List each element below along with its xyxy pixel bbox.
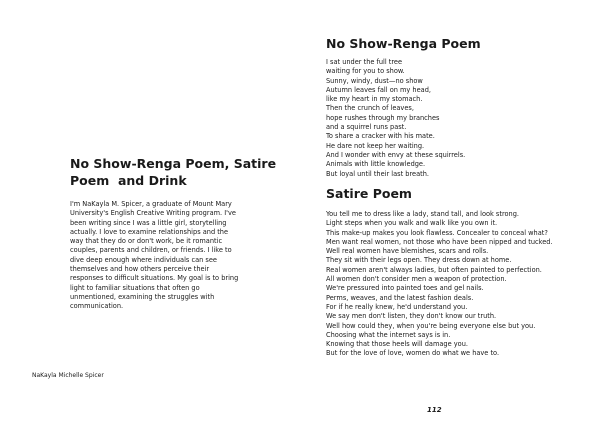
poem-line: We say men don't listen, they don't know our truth. [326, 312, 497, 321]
bio-line: actually. I love to examine relationships and the [70, 227, 229, 236]
poem-line: Autumn leaves fall on my head, [326, 85, 431, 94]
poem-line: They sit with their legs open. They dress down at home. [326, 256, 512, 265]
poem-line: Light steps when you walk and walk like you own it. [326, 219, 498, 228]
poem-line: Then the crunch of leaves, [326, 104, 414, 113]
bio-line: light to familiar situations that often go [70, 283, 200, 292]
poem-line: Sunny, windy, dust—no show [326, 76, 423, 85]
poem-line: and a squirrel runs past. [326, 123, 407, 132]
page-number: 112 [427, 406, 442, 414]
poem-body-satire [326, 210, 566, 359]
poem-line: We're pressured into painted toes and gel nails. [326, 284, 484, 293]
left-page-title [70, 155, 277, 189]
poem-line: I sat under the full tree [326, 58, 403, 66]
bio-line: themselves and how others perceive their [70, 265, 210, 274]
poem-line: You tell me to dress like a lady, stand tall, and look strong. [326, 210, 520, 218]
poem-title-renga: No Show-Renga Poem [326, 36, 481, 51]
poem-line: Well how could they, when you're being everyone else but you. [326, 321, 536, 330]
poem-body-renga [326, 58, 566, 179]
bio-line: been writing since I was a little girl, storytelling [70, 218, 227, 227]
bio-line: couples, parents and children, or friends. I like to [70, 246, 232, 255]
poem-line: Knowing that those heels will damage you. [326, 340, 468, 349]
author-bio [70, 200, 280, 312]
poem-line: For if he really knew, he'd understand you. [326, 302, 468, 311]
poem-line: This make-up makes you look flawless. Concealer to conceal what? [326, 228, 548, 237]
poem-line: Well real women have blemishes, scars and rolls. [326, 247, 489, 256]
poem-line: Choosing what the internet says is in. [326, 330, 451, 339]
poem-line: waiting for you to show. [326, 67, 405, 76]
poem-line: like my heart in my stomach. [326, 95, 423, 104]
poem-line: But for the love of love, women do what we have to. [326, 349, 500, 358]
bio-line: dive deep enough where individuals can see [70, 255, 217, 264]
bio-line: way that they do or don't work, be it romantic [70, 237, 223, 246]
bio-line: unmentioned, examining the struggles with [70, 292, 215, 301]
bio-line: I'm NaKayla M. Spicer, a graduate of Mount Mary [70, 200, 232, 208]
poem-line: And I wonder with envy at these squirrels. [326, 150, 466, 159]
poem-title-satire: Satire Poem [326, 186, 412, 201]
poem-line: Perms, weaves, and the latest fashion deals. [326, 293, 474, 302]
author-name: NaKayla Michelle Spicer [32, 372, 104, 379]
left-title-line: Poem and Drink [70, 173, 187, 188]
poem-line: hope rushes through my branches [326, 113, 440, 122]
bio-line: communication. [70, 302, 124, 311]
poem-line: To share a cracker with his mate. [326, 132, 435, 141]
poem-line: But loyal until their last breath. [326, 169, 429, 178]
left-title-line: No Show-Renga Poem, Satire [70, 156, 277, 171]
bio-line: responses to difficult situations. My goal is to bring [70, 274, 239, 283]
poem-line: Men want real women, not those who have been nipped and tucked. [326, 237, 553, 246]
poem-line: Animals with little knowledge. [326, 160, 426, 169]
bio-line: University's English Creative Writing program. I've [70, 209, 236, 218]
poem-line: All women don't consider men a weapon of protection. [326, 275, 507, 284]
poem-line: Real women aren't always ladies, but often painted to perfection. [326, 265, 542, 274]
poem-line: He dare not keep her waiting. [326, 141, 425, 150]
